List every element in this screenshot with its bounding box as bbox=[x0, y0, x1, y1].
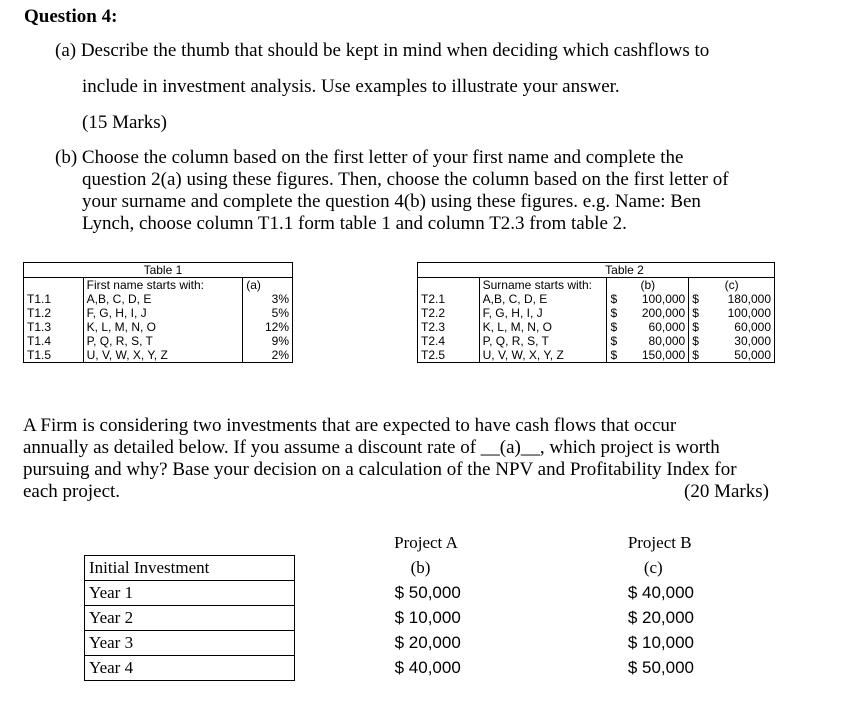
project-a-header: Project A bbox=[394, 533, 458, 553]
row-id: T1.4 bbox=[24, 334, 84, 348]
scenario-line-1: A Firm is considering two investments that are expected to have cash flows that occur bbox=[23, 415, 677, 436]
part-a-line-1: (a) Describe the thumb that should be kept in mind when deciding which cashflows to bbox=[55, 40, 710, 61]
table-1-header-a: (a) bbox=[246, 278, 261, 292]
row-letters: P, Q, R, S, T bbox=[479, 334, 607, 348]
table-2-header-c: (c) bbox=[724, 278, 739, 292]
part-a-marks: (15 Marks) bbox=[82, 112, 167, 133]
part-b-line-4: Lynch, choose column T1.1 form table 1 and column T2.3 from table 2. bbox=[82, 213, 627, 234]
row-value-c: 180,000 bbox=[727, 292, 771, 306]
row-rate: 12% bbox=[264, 320, 289, 334]
project-a-value: (b) bbox=[410, 558, 431, 577]
row-letters: U, V, W, X, Y, Z bbox=[83, 348, 243, 363]
project-b-value: $ 50,000 bbox=[627, 658, 694, 677]
row-value-b: 200,000 bbox=[623, 306, 689, 320]
row-letters: A,B, C, D, E bbox=[479, 292, 607, 306]
scenario-line-3: pursuing and why? Base your decision on a calculation of the NPV and Profitability Index for bbox=[23, 459, 737, 480]
part-b-line-2: question 2(a) using these figures. Then, choose the column based on the first letter of bbox=[82, 169, 729, 190]
project-a-value: $ 10,000 bbox=[394, 608, 461, 627]
row-id: T1.2 bbox=[24, 306, 84, 320]
table-row bbox=[85, 556, 770, 581]
question-title: Question 4: bbox=[24, 6, 118, 27]
table-2 bbox=[417, 262, 775, 363]
row-letters: A,B, C, D, E bbox=[83, 292, 243, 306]
row-letters: K, L, M, N, O bbox=[479, 320, 607, 334]
currency-symbol: $ bbox=[610, 334, 618, 348]
currency-symbol: $ bbox=[610, 306, 618, 320]
row-letters: P, Q, R, S, T bbox=[83, 334, 243, 348]
part-b-line-1: (b) Choose the column based on the first letter of your first name and complete the bbox=[55, 147, 684, 168]
table-row bbox=[418, 292, 775, 306]
row-value-b: 100,000 bbox=[623, 292, 689, 306]
scenario-marks: (20 Marks) bbox=[684, 481, 769, 502]
row-letters: F, G, H, I, J bbox=[83, 306, 243, 320]
part-a-line-2: include in investment analysis. Use examples to illustrate your answer. bbox=[82, 76, 620, 97]
row-rate: 5% bbox=[271, 306, 289, 320]
row-rate: 9% bbox=[271, 334, 289, 348]
currency-symbol: $ bbox=[610, 292, 618, 306]
row-value-c: 100,000 bbox=[727, 306, 771, 320]
row-letters: U, V, W, X, Y, Z bbox=[479, 348, 607, 363]
row-label: Year 3 bbox=[85, 631, 295, 656]
table-1-header-first-name: First name starts with: bbox=[83, 278, 243, 293]
table-row bbox=[24, 320, 293, 334]
project-b-value: (c) bbox=[643, 558, 663, 577]
table-row bbox=[418, 320, 775, 334]
row-letters: F, G, H, I, J bbox=[479, 306, 607, 320]
currency-symbol: $ bbox=[610, 348, 618, 362]
row-label: Initial Investment bbox=[85, 556, 295, 581]
row-rate: 2% bbox=[271, 348, 289, 362]
project-a-value: $ 40,000 bbox=[394, 658, 461, 677]
row-value-b: 60,000 bbox=[623, 320, 689, 334]
row-id: T2.5 bbox=[418, 348, 480, 363]
table-row bbox=[418, 348, 775, 363]
currency-symbol: $ bbox=[692, 348, 699, 362]
row-id: T2.3 bbox=[418, 320, 480, 334]
table-row bbox=[24, 348, 293, 363]
row-label: Year 1 bbox=[85, 581, 295, 606]
row-rate: 3% bbox=[271, 292, 289, 306]
project-a-value: $ 50,000 bbox=[394, 583, 461, 602]
row-value-b: 80,000 bbox=[623, 334, 689, 348]
row-value-c: 60,000 bbox=[734, 320, 771, 334]
row-id: T1.5 bbox=[24, 348, 84, 363]
scenario-line-2: annually as detailed below. If you assume a discount rate of __(a)__, which project is worth bbox=[23, 437, 720, 458]
currency-symbol: $ bbox=[692, 334, 699, 348]
table-row bbox=[418, 334, 775, 348]
row-id: T1.3 bbox=[24, 320, 84, 334]
row-label: Year 2 bbox=[85, 606, 295, 631]
currency-symbol: $ bbox=[610, 320, 618, 334]
currency-symbol: $ bbox=[692, 320, 699, 334]
row-id: T2.2 bbox=[418, 306, 480, 320]
table-2-header-surname: Surname starts with: bbox=[479, 278, 607, 293]
table-row bbox=[85, 656, 770, 681]
table-row bbox=[85, 631, 770, 656]
project-b-value: $ 40,000 bbox=[627, 583, 694, 602]
scenario-line-4: each project. bbox=[23, 481, 121, 502]
table-row bbox=[24, 334, 293, 348]
row-id: T1.1 bbox=[24, 292, 84, 306]
row-value-c: 30,000 bbox=[734, 334, 771, 348]
row-id: T2.4 bbox=[418, 334, 480, 348]
part-b-line-3: your surname and complete the question 4(b) using these figures. e.g. Name: Ben bbox=[82, 191, 701, 212]
project-b-value: $ 20,000 bbox=[627, 608, 694, 627]
projects-table bbox=[84, 531, 770, 681]
table-1 bbox=[23, 262, 293, 363]
currency-symbol: $ bbox=[692, 306, 699, 320]
table-row bbox=[24, 306, 293, 320]
table-row bbox=[85, 581, 770, 606]
table-row bbox=[418, 306, 775, 320]
row-letters: K, L, M, N, O bbox=[83, 320, 243, 334]
row-value-c: 50,000 bbox=[734, 348, 771, 362]
row-label: Year 4 bbox=[85, 656, 295, 681]
table-2-header-b: (b) bbox=[607, 278, 689, 293]
project-a-value: $ 20,000 bbox=[394, 633, 461, 652]
row-id: T2.1 bbox=[418, 292, 480, 306]
currency-symbol: $ bbox=[692, 292, 699, 306]
project-b-value: $ 10,000 bbox=[627, 633, 694, 652]
table-1-title: Table 1 bbox=[143, 263, 183, 277]
project-b-header: Project B bbox=[627, 533, 692, 553]
table-2-title: Table 2 bbox=[605, 263, 644, 277]
row-value-b: 150,000 bbox=[623, 348, 689, 363]
table-row bbox=[85, 606, 770, 631]
table-row bbox=[24, 292, 293, 306]
